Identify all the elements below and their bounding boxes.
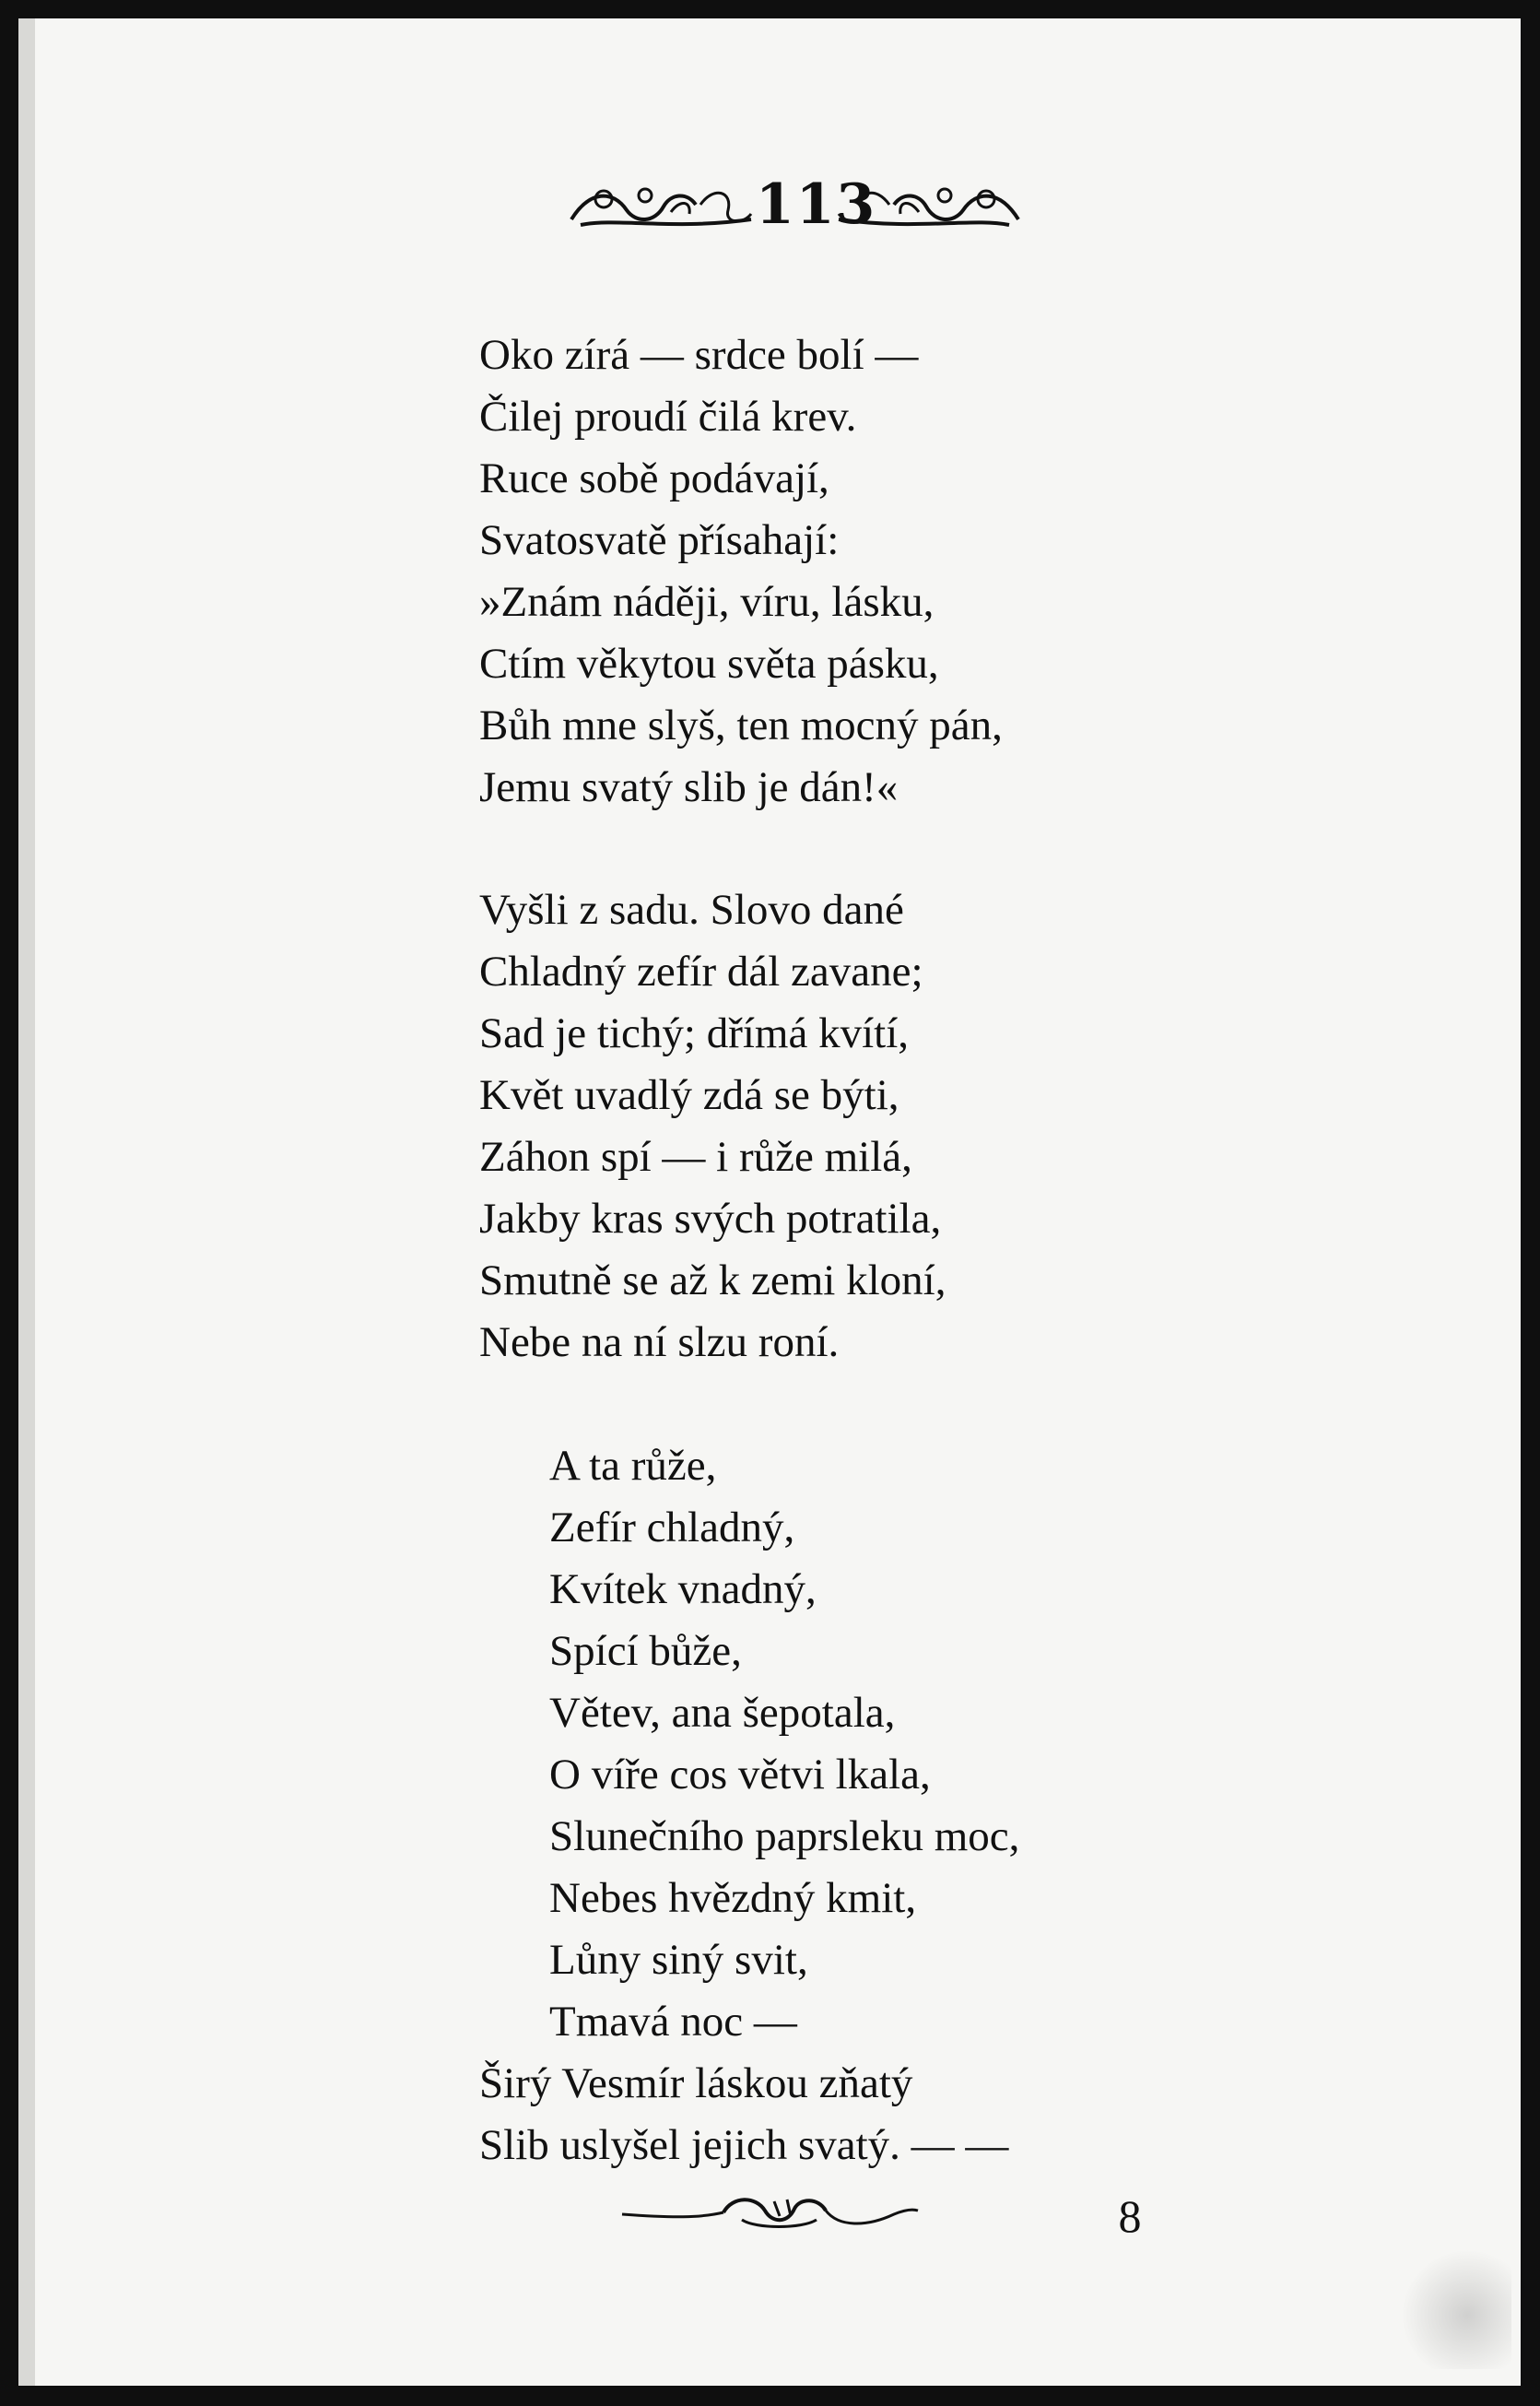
tailpiece-ornament-icon xyxy=(617,2187,922,2240)
verse-line: Sad je tichý; dřímá kvítí, xyxy=(479,1009,910,1057)
right-floral-ornament-icon xyxy=(829,171,1028,236)
verse-line: Smutně se až k zemi kloní, xyxy=(479,1256,946,1304)
verse-line: Tmavá noc — xyxy=(549,1998,797,2046)
verse-line: Záhon spí — i růže milá, xyxy=(479,1133,912,1181)
verse-line: Slunečního paprsleku moc, xyxy=(549,1812,1020,1860)
verse-line: Lůny siný svit, xyxy=(549,1936,808,1984)
verse-line: Bůh mne slyš, ten mocný pán, xyxy=(479,702,1003,749)
verse-line: Širý Vesmír láskou zňatý xyxy=(479,2059,913,2107)
verse-line: Nebe na ní slzu roní. xyxy=(479,1318,840,1366)
page-smudge xyxy=(1401,2249,1511,2369)
verse-line: Nebes hvězdný kmit, xyxy=(549,1874,917,1922)
page-header xyxy=(461,166,1106,249)
verse-line: Slib uslyšel jejich svatý. — — xyxy=(479,2121,1009,2169)
verse-line: Chladný zefír dál zavane; xyxy=(479,948,923,996)
verse-line: Spící bůže, xyxy=(549,1627,742,1675)
verse-line: O víře cos větvi lkala, xyxy=(549,1751,931,1799)
page-number: 113 xyxy=(756,172,877,237)
verse-line: Kvítek vnadný, xyxy=(549,1565,817,1613)
signature-mark: 8 xyxy=(1118,2190,1142,2242)
page-gutter-shadow xyxy=(18,18,35,2386)
verse-line: Oko zírá — srdce bolí — xyxy=(479,331,919,379)
verse-line: »Znám náději, víru, lásku, xyxy=(479,578,935,626)
verse-line: A ta růže, xyxy=(549,1442,717,1490)
verse-line: Větev, ana šepotala, xyxy=(549,1689,896,1737)
poem-body xyxy=(479,324,1180,2176)
stanza xyxy=(479,324,1180,819)
verse-line: Jemu svatý slib je dán!« xyxy=(479,763,899,811)
verse-line: Vyšli z sadu. Slovo dané xyxy=(479,886,904,934)
verse-line: Ruce sobě podávají, xyxy=(479,454,829,502)
verse-line: Čilej proudí čilá krev. xyxy=(479,393,857,441)
stanza xyxy=(479,1435,1180,2176)
verse-line: Květ uvadlý zdá se býti, xyxy=(479,1071,899,1119)
stanza xyxy=(479,879,1180,1374)
left-floral-ornament-icon xyxy=(562,171,760,236)
verse-line: Ctím věkytou světa pásku, xyxy=(479,640,939,688)
verse-line: Svatosvatě přísahají: xyxy=(479,516,840,564)
verse-line: Zefír chladný, xyxy=(549,1504,795,1551)
verse-line: Jakby kras svých potratila, xyxy=(479,1195,942,1243)
